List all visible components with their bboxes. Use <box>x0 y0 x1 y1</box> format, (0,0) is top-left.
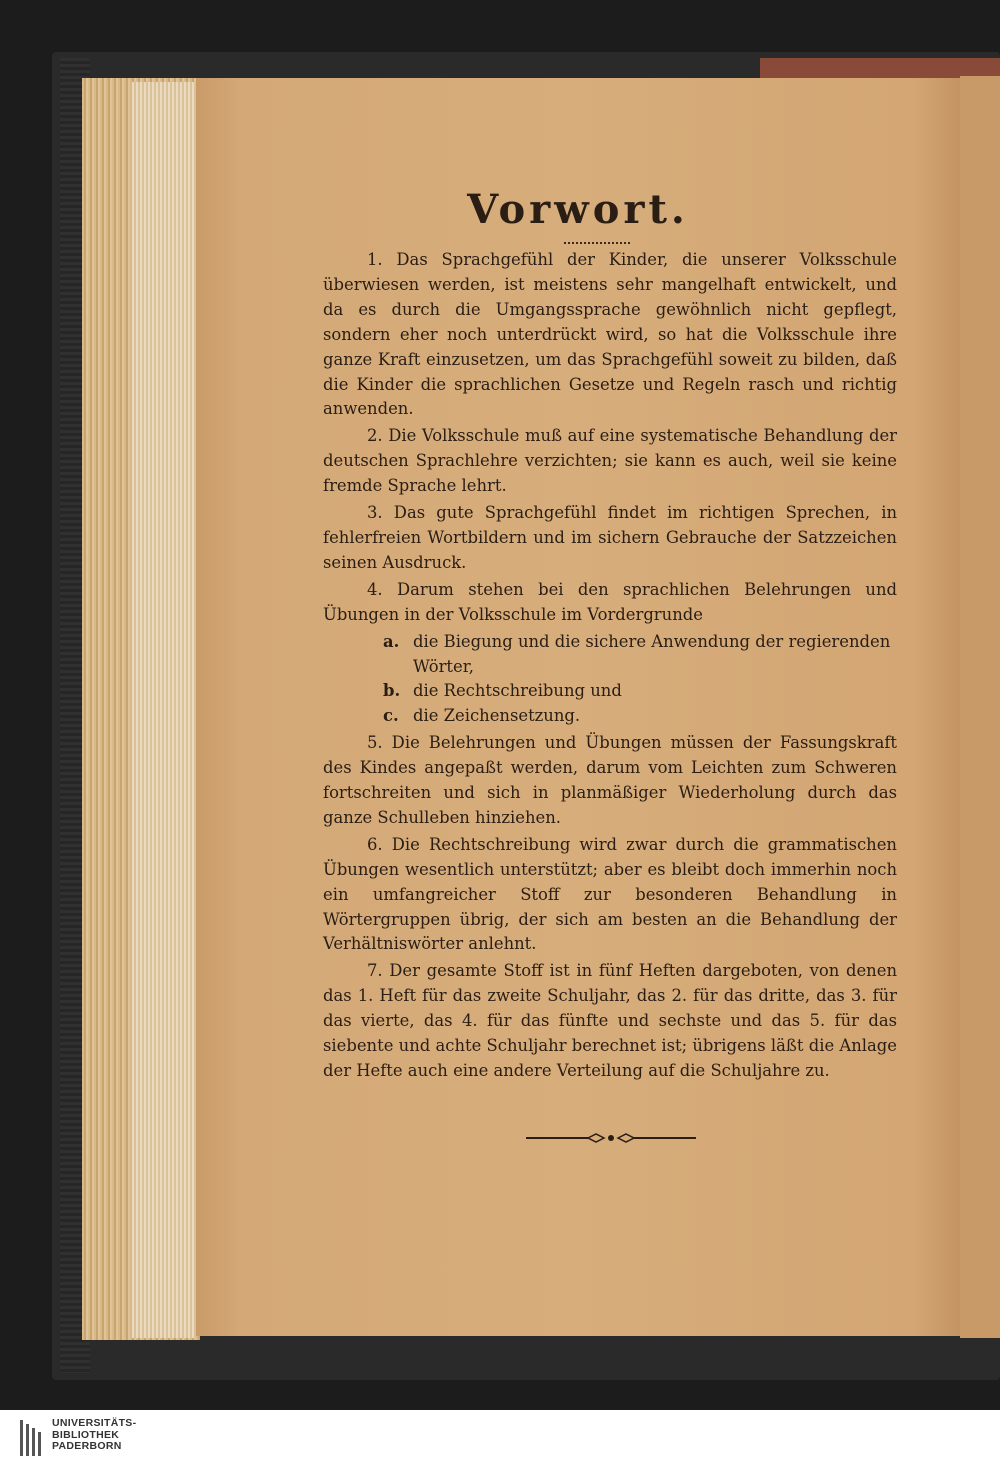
library-logo-text <box>52 1418 252 1453</box>
list-item-a-continuation: Wörter, <box>413 656 474 676</box>
end-ornament <box>526 1130 696 1146</box>
body-text <box>323 248 897 1086</box>
page-title: Vorwort. <box>467 186 689 233</box>
page-stack-inner <box>132 82 196 1338</box>
library-logo <box>20 1418 260 1460</box>
paragraph-2: 2. Die Volksschule muß auf eine systematische Behandlung der deutschen Sprachlehre verzichten; sie kann es auch, weil sie keine fremde Sprache lehrt. <box>323 426 897 496</box>
paragraph-1: 1. Das Sprachgefühl der Kinder, die unserer Volksschule überwiesen werden, ist meistens sehr mangelhaft entwickelt, und da es durch die Umgangssprache gewöhnlich nicht gepflegt, sondern eher noch unterdrückt wird, so hat die Volksschule ihre ganze Kraft einzusetzen, um das Sprachgefühl soweit zu bilden, daß die Kinder die sprachlichen Gesetze und Regeln rasch und richtig anwenden. <box>323 250 897 419</box>
paragraph-7: 7. Der gesamte Stoff ist in fünf Heften dargeboten, von denen das 1. Heft für das zweite Schuljahr, das 2. für das dritte, das 3. für das vierte, das 4. für das fünfte und sechste und das 5. für das siebente und achte Schuljahr berechnet ist; übrigens läßt die Anlage der Hefte auch eine andere Verteilung auf die Schuljahre zu. <box>323 961 897 1080</box>
paragraph-3: 3. Das gute Sprachgefühl findet im richtigen Sprechen, in fehlerfreien Wortbildern und im sichern Gebrauche der Satzzeichen seinen Ausdruck. <box>323 503 897 572</box>
paragraph-6: 6. Die Rechtschreibung wird zwar durch die grammatischen Übungen wesentlich unterstützt; aber es bleibt doch immerhin noch ein umfangreicher Stoff zur besonderen Behandlung in Wörtergruppen übrig, der sich am besten an die Behandlung der Verhältniswörter anlehnt. <box>323 834 897 954</box>
facing-page-edge <box>960 76 1000 1338</box>
paragraph-5: 5. Die Belehrungen und Übungen müssen der Fassungskraft des Kindes angepaßt werden, darum vom Leichten zum Schweren fortschreiten und sich in planmäßiger Wiederholung durch das ganze Schulleben hinziehen. <box>323 733 897 827</box>
logo-line-3: PADERBORN <box>52 1440 122 1452</box>
list-letter: b. <box>383 681 401 701</box>
list-text: die Zeichensetzung. <box>413 706 581 726</box>
logo-line-1: UNIVERSITÄTS- <box>52 1417 137 1429</box>
list-letter: a. <box>383 631 400 651</box>
list-item-b <box>323 679 897 704</box>
title-underline-ornament <box>564 238 630 244</box>
list-item-c <box>323 704 897 729</box>
library-logo-icon <box>20 1420 46 1456</box>
list-text: die Biegung und die sichere Anwendung der regierenden <box>413 631 891 651</box>
logo-line-2: BIBLIOTHEK <box>52 1428 120 1441</box>
list-text: die Rechtschreibung und <box>413 681 622 701</box>
paragraph-4: 4. Darum stehen bei den sprachlichen Belehrungen und Übungen in der Volksschule im Vordergrunde <box>323 579 897 624</box>
book-page <box>196 78 960 1336</box>
list-letter: c. <box>383 706 399 726</box>
list-item-a <box>323 630 897 655</box>
